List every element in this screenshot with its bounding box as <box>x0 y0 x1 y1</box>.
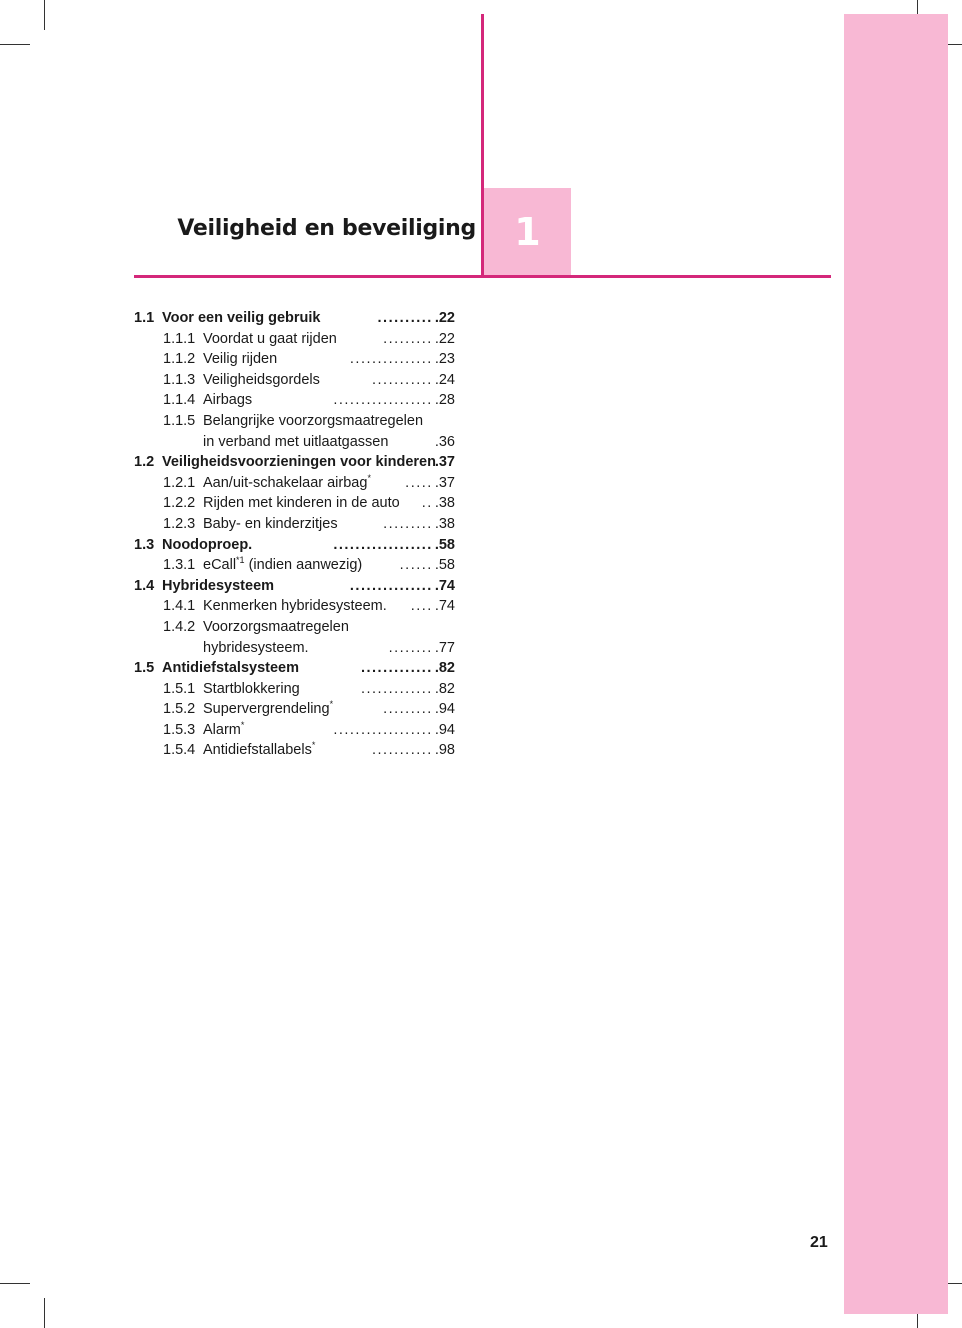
toc-title: eCall$^{*1}$ (indien aanwezig) <box>203 555 363 574</box>
toc-number: 1.3 <box>134 536 155 553</box>
toc-title: Aan/uit-schakelaar airbag* <box>203 472 371 491</box>
footnote-marker: * <box>329 699 334 710</box>
toc-page-number: .98 <box>434 742 455 759</box>
dot-leader: ............... <box>349 577 433 594</box>
toc-page-number: .22 <box>434 330 455 347</box>
toc-page-number: .82 <box>434 680 455 697</box>
crop-mark <box>44 0 45 30</box>
toc-page-number: .94 <box>434 701 455 718</box>
chapter-number: 1 <box>514 209 541 254</box>
toc-number: 1.1 <box>134 310 155 326</box>
footnote-marker: * <box>240 719 245 730</box>
toc-page-number: .24 <box>434 371 455 388</box>
toc-subsection[interactable] <box>134 493 455 514</box>
toc-number: 1.5.4 <box>163 742 196 759</box>
footnote-marker: * <box>367 472 371 483</box>
toc-number: 1.5.2 <box>163 701 196 718</box>
toc-number: 1.4.2 <box>163 618 196 635</box>
toc-subsection[interactable] <box>134 699 455 720</box>
footnote-marker: *1 <box>236 555 245 566</box>
dot-leader: ............. <box>360 660 433 677</box>
toc-number: 1.4.1 <box>163 598 196 615</box>
toc-title: Voor een veilig gebruik <box>162 310 321 326</box>
toc-subsection[interactable] <box>134 555 455 576</box>
dot-leader: ...... <box>399 557 433 574</box>
dot-leader: .................. <box>333 536 433 553</box>
toc-subsection[interactable] <box>134 349 455 370</box>
crop-mark <box>44 1298 45 1328</box>
toc-section[interactable] <box>134 576 455 597</box>
toc-page-number: .74 <box>434 598 455 615</box>
toc-title: Rijden met kinderen in de auto <box>203 495 400 512</box>
toc-title: Veilig rijden <box>203 351 278 368</box>
toc-page-number: .58 <box>434 557 455 574</box>
toc-subsection[interactable] <box>134 720 455 741</box>
toc-page-number: .22 <box>434 310 455 326</box>
toc-number: 1.1.1 <box>163 330 196 347</box>
toc-page-number: .28 <box>434 392 455 409</box>
dot-leader: ............. <box>360 680 433 697</box>
toc-number: 1.1.3 <box>163 371 196 388</box>
dot-leader: ............... <box>349 351 433 368</box>
toc-page-number: .23 <box>434 351 455 368</box>
dot-leader: ......... <box>383 701 433 718</box>
dot-leader: .................. <box>333 721 433 738</box>
toc-number: 1.5.1 <box>163 680 196 697</box>
toc-title: Belangrijke voorzorgsmaatregelen in verband met uitlaatgassen <box>203 412 424 450</box>
header-horizontal-rule <box>134 275 831 278</box>
toc-number: 1.2 <box>134 454 155 471</box>
toc-page-number: .94 <box>434 721 455 738</box>
table-of-contents <box>134 308 455 761</box>
toc-number: 1.2.3 <box>163 515 196 532</box>
toc-title: Noodoproep. <box>162 536 253 553</box>
toc-title: Alarm* <box>203 719 245 738</box>
toc-page-number: .38 <box>434 515 455 532</box>
toc-subsection[interactable] <box>134 473 455 494</box>
chapter-title: Veiligheid en beveiliging <box>177 216 476 241</box>
toc-title: Supervergrendeling* <box>203 699 334 718</box>
toc-subsection[interactable] <box>134 679 455 700</box>
dot-leader: ......... <box>383 330 433 347</box>
toc-title: Hybridesysteem <box>162 577 275 594</box>
toc-subsection[interactable] <box>134 329 455 350</box>
toc-title: Veiligheidsgordels <box>203 371 320 388</box>
toc-number: 1.1.5 <box>163 412 196 429</box>
toc-title: Voordat u gaat rijden <box>203 330 337 347</box>
toc-page-number: .38 <box>434 495 455 512</box>
dot-leader: ..... <box>405 474 433 491</box>
toc-number: 1.1.2 <box>163 351 196 368</box>
toc-page-number: .82 <box>434 660 455 677</box>
toc-page-number: .36 <box>434 433 455 450</box>
toc-subsection[interactable] <box>134 617 455 658</box>
dot-leader: ......... <box>383 515 433 532</box>
toc-subsection[interactable] <box>134 390 455 411</box>
toc-number: 1.3.1 <box>163 557 196 574</box>
toc-subsection[interactable] <box>134 740 455 761</box>
dot-leader: .... <box>410 598 433 615</box>
toc-number: 1.5 <box>134 660 155 677</box>
toc-title: Startblokkering <box>203 680 300 697</box>
toc-title: Antidiefstalsysteem <box>162 660 299 677</box>
dot-leader: ........... <box>372 742 433 759</box>
toc-section[interactable] <box>134 452 455 473</box>
toc-page-number: .37 <box>434 454 455 471</box>
toc-section[interactable] <box>134 535 455 556</box>
chapter-number-box <box>484 188 571 275</box>
toc-number: 1.5.3 <box>163 721 196 738</box>
toc-title: Airbags <box>203 392 253 409</box>
dot-leader: ........... <box>372 371 433 388</box>
footnote-marker: * <box>311 740 316 751</box>
toc-title: Baby- en kinderzitjes <box>203 515 338 532</box>
toc-title: Veiligheidsvoorzieningen voor kinderen <box>162 454 436 471</box>
toc-page-number: .58 <box>434 536 455 553</box>
toc-number: 1.4 <box>134 577 155 594</box>
crop-mark <box>0 1283 30 1284</box>
toc-page-number: .37 <box>434 474 455 491</box>
dot-leader: .......... <box>377 310 433 326</box>
toc-subsection[interactable] <box>134 370 455 391</box>
toc-title: Voorzorgsmaatregelen hybridesysteem. <box>203 618 349 656</box>
toc-title: Antidiefstallabels* <box>203 740 316 759</box>
toc-subsection[interactable] <box>134 411 455 452</box>
toc-section[interactable] <box>134 308 455 329</box>
chapter-sidebar <box>844 14 948 1314</box>
toc-number: 1.2.1 <box>163 474 196 491</box>
dot-leader: .................. <box>333 392 433 409</box>
dot-leader: ........ <box>388 639 433 656</box>
toc-page-number: .77 <box>434 639 455 656</box>
crop-mark <box>0 44 30 45</box>
toc-number: 1.1.4 <box>163 392 196 409</box>
page-number: 21 <box>810 1234 828 1251</box>
dot-leader: .. <box>421 495 433 512</box>
toc-subsection[interactable] <box>134 514 455 535</box>
toc-page-number: .74 <box>434 577 455 594</box>
toc-section[interactable] <box>134 658 455 679</box>
toc-number: 1.2.2 <box>163 495 196 512</box>
toc-title: Kenmerken hybridesysteem. <box>203 598 387 615</box>
toc-subsection[interactable] <box>134 596 455 617</box>
